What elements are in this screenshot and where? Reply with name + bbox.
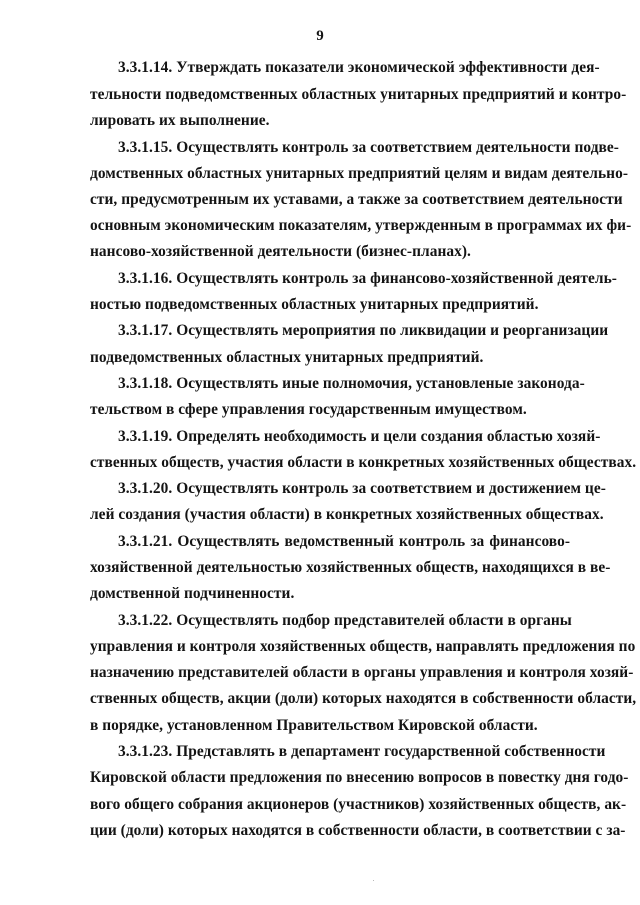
text-line: 3.3.1.19. Определять необходимость и цели создания областью хозяй- <box>118 428 601 445</box>
text-line: 3.3.1.17. Осуществлять мероприятия по ликвидации и реорганизации <box>118 322 609 339</box>
text-line: 3.3.1.23. Представлять в департамент государственной собственности <box>118 743 606 760</box>
text-line: сти, предусмотренным их уставами, а также за соответствием деятельности <box>90 191 623 208</box>
text-line: лировать их выполнение. <box>90 112 270 129</box>
text-line: в порядке, установленном Правительством Кировской области. <box>90 717 538 734</box>
text-line: тельности подведомственных областных унитарных предприятий и контро- <box>90 86 627 103</box>
text-line: вого общего собрания акционеров (участников) хозяйственных обществ, ак- <box>90 796 627 813</box>
text-line: ностью подведомственных областных унитарных предприятий. <box>90 296 539 313</box>
text-line: 3.3.1.22. Осуществлять подбор представителей области в органы <box>118 612 572 629</box>
text-line: управления и контроля хозяйственных обществ, направлять предложения по <box>90 638 636 655</box>
text-line: нансово-хозяйственной деятельности (бизнес-планах). <box>90 243 471 260</box>
text-line: домственной подчиненности. <box>90 585 295 602</box>
text-line: 3.3.1.21. Осуществлять ведомственный контроль за финансово- <box>118 533 570 550</box>
text-line: домственных областных унитарных предприятий целям и видам деятельно- <box>90 165 629 182</box>
text-line: Кировской области предложения по внесению вопросов в повестку дня годо- <box>90 769 629 786</box>
text-line: хозяйственной деятельностью хозяйственных обществ, находящихся в ве- <box>90 559 611 576</box>
text-line: назначению представителей области в органы управления и контроля хозяй- <box>90 664 634 681</box>
text-line: 3.3.1.15. Осуществлять контроль за соответствием деятельности подве- <box>118 139 619 156</box>
text-line: ции (доли) которых находятся в собственности области, в соответствии с за- <box>90 822 626 839</box>
text-line: 3.3.1.14. Утверждать показатели экономической эффективности дея- <box>118 59 600 76</box>
text-line: 3.3.1.20. Осуществлять контроль за соответствием и достижением це- <box>118 480 606 497</box>
text-line: ственных обществ, участия области в конкретных хозяйственных обществах. <box>90 454 637 471</box>
text-line: тельством в сфере управления государственным имуществом. <box>90 401 527 418</box>
scan-artifact <box>373 880 374 881</box>
page-number: 9 <box>316 28 324 44</box>
text-line: ственных обществ, акции (доли) которых находятся в собственности области, <box>90 690 637 707</box>
text-line: 3.3.1.18. Осуществлять иные полномочия, установленые законода- <box>118 375 585 392</box>
text-line: подведомственных областных унитарных предприятий. <box>90 349 484 366</box>
text-line: лей создания (участия области) в конкретных хозяйственных обществах. <box>90 506 604 523</box>
text-line: основным экономическим показателям, утвержденным в программах их фи- <box>90 217 632 234</box>
text-line: 3.3.1.16. Осуществлять контроль за финансово-хозяйственной деятель- <box>118 270 617 287</box>
